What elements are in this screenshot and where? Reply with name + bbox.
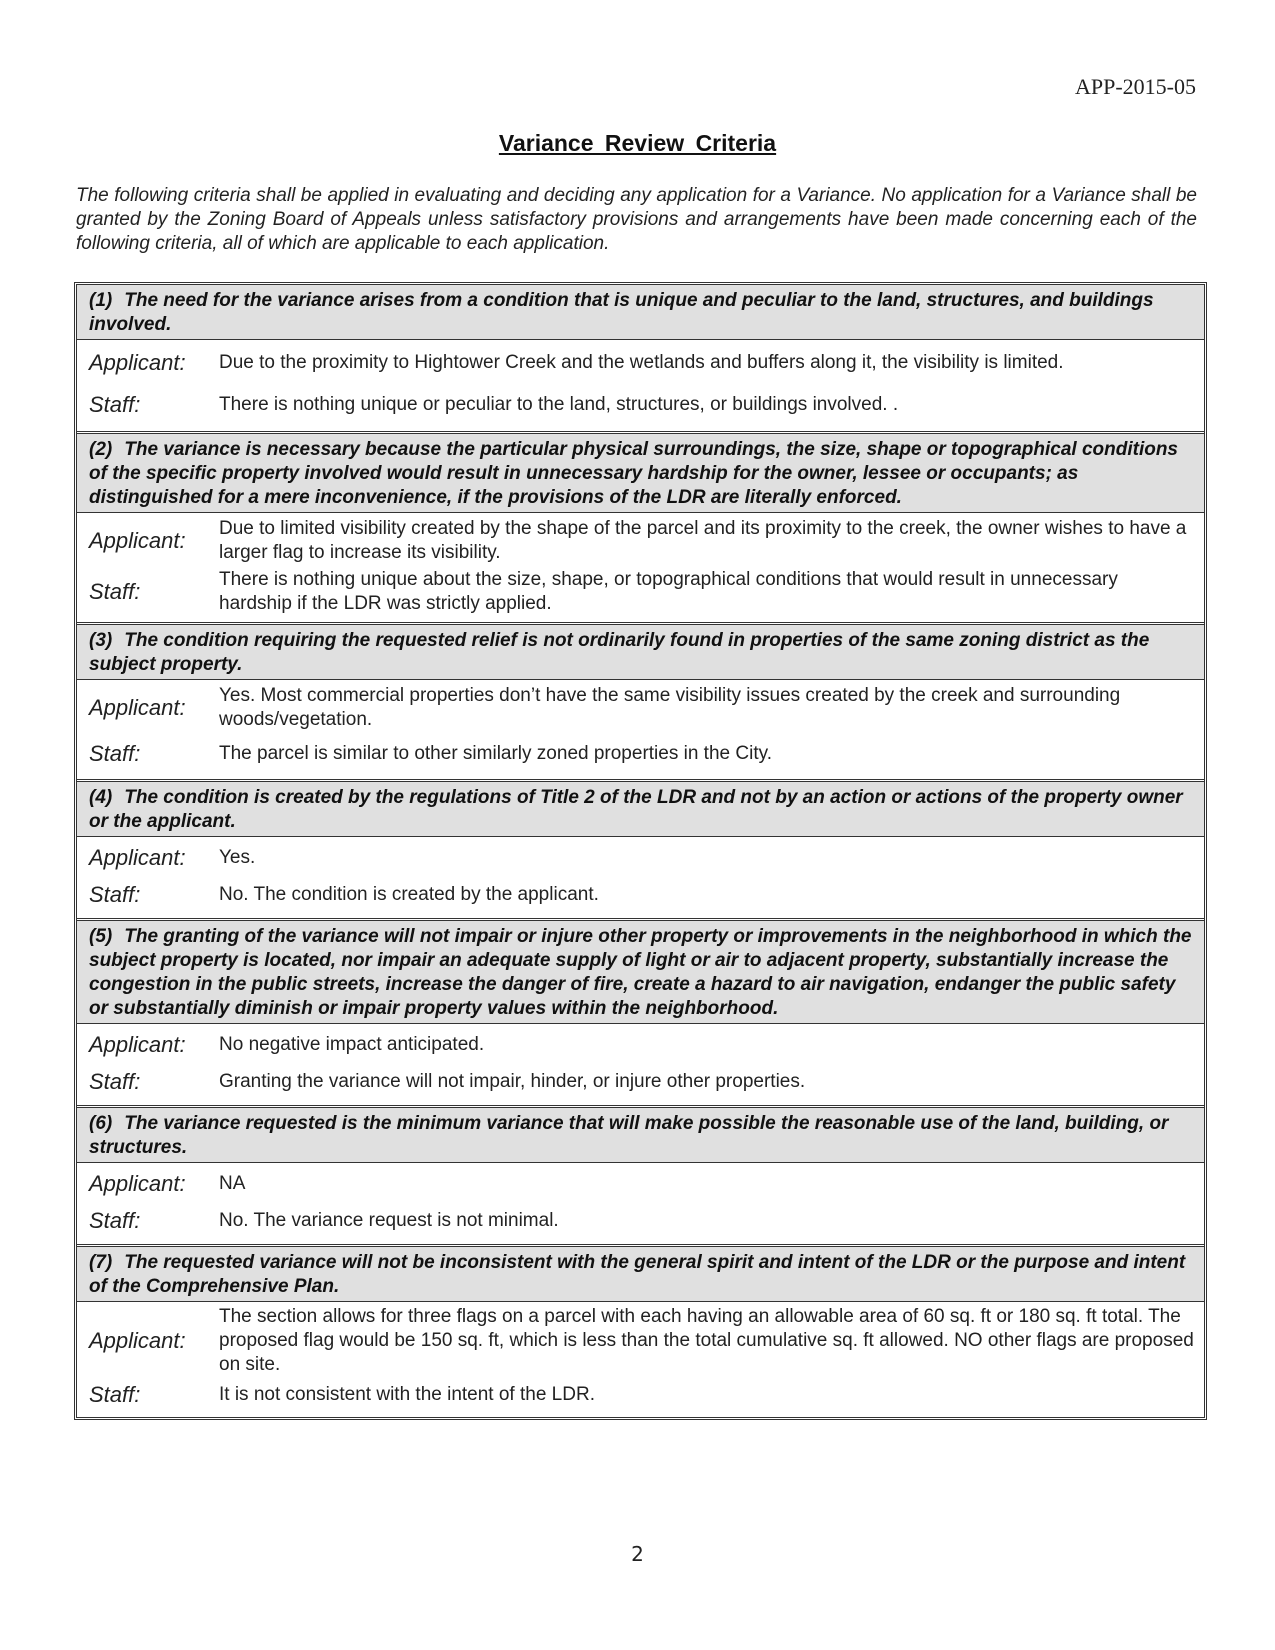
staff-label: Staff: xyxy=(89,741,141,766)
staff-row xyxy=(89,383,1194,427)
applicant-label: Applicant: xyxy=(89,1032,186,1057)
applicant-response: NA xyxy=(219,1173,246,1194)
staff-label: Staff: xyxy=(89,1382,141,1407)
staff-response: There is nothing unique or peculiar to the land, structures, or buildings involved. . xyxy=(219,394,899,415)
criterion-number: (7) xyxy=(89,1252,113,1273)
criterion-7-header xyxy=(77,1247,1204,1302)
staff-row xyxy=(89,1202,1194,1240)
applicant-row xyxy=(89,683,1194,733)
staff-row xyxy=(89,733,1194,775)
criterion-7-responses xyxy=(77,1302,1204,1417)
criterion-number: (3) xyxy=(89,630,113,651)
staff-row xyxy=(89,1377,1194,1413)
applicant-response: Yes. xyxy=(219,847,256,868)
criterion-text: The condition requiring the requested relief is not ordinarily found in properties of the same zoning district as the subject property. xyxy=(89,630,1150,675)
criterion-text: The condition is created by the regulations of Title 2 of the LDR and not by an action or actions of the property owner or the applicant. xyxy=(89,787,1183,832)
page-number: 2 xyxy=(631,1542,644,1566)
intro-paragraph: The following criteria shall be applied in evaluating and deciding any application for a Variance. No application for a Variance shall be granted by the Zoning Board of Appeals unless satisfactory provisions and arrangements have been made concerning each of the following criteria, all of which are applicable to each application. xyxy=(76,185,1197,254)
applicant-label: Applicant: xyxy=(89,845,186,870)
applicant-row xyxy=(89,1027,1194,1063)
staff-response: Granting the variance will not impair, hinder, or injure other properties. xyxy=(219,1071,806,1092)
staff-row xyxy=(89,1063,1194,1101)
staff-row xyxy=(89,566,1194,618)
staff-row xyxy=(89,876,1194,914)
applicant-label: Applicant: xyxy=(89,1328,186,1353)
criterion-3-header xyxy=(77,625,1204,680)
document-id: APP-2015-05 xyxy=(1074,74,1196,99)
criterion-1-header xyxy=(77,285,1204,340)
criterion-2-header xyxy=(77,434,1204,513)
staff-response: It is not consistent with the intent of the LDR. xyxy=(219,1384,595,1405)
staff-label: Staff: xyxy=(89,392,141,417)
criterion-number: (1) xyxy=(89,290,113,311)
criteria-table xyxy=(74,282,1207,1420)
applicant-response: The section allows for three flags on a parcel with each having an allowable area of 60 sq. ft or 180 sq. ft total. The proposed flag would be 150 sq. ft, which is less than the total cumulative sq. ft allowed. NO other flags are proposed on site. xyxy=(219,1306,1194,1375)
applicant-response: Due to limited visibility created by the shape of the parcel and its proximity to the creek, the owner wishes to have a larger flag to increase its visibility. xyxy=(219,518,1187,563)
criterion-text: The requested variance will not be inconsistent with the general spirit and intent of the LDR or the purpose and intent of the Comprehensive Plan. xyxy=(89,1252,1186,1297)
criterion-3-responses xyxy=(77,680,1204,782)
applicant-response: No negative impact anticipated. xyxy=(219,1034,485,1055)
staff-label: Staff: xyxy=(89,1069,141,1094)
applicant-response: Due to the proximity to Hightower Creek and the wetlands and buffers along it, the visibility is limited. xyxy=(219,352,1064,373)
staff-response: The parcel is similar to other similarly zoned properties in the City. xyxy=(219,743,772,764)
applicant-response: Yes. Most commercial properties don’t have the same visibility issues created by the creek and surrounding woods/vegetation. xyxy=(219,685,1121,730)
criterion-text: The variance requested is the minimum variance that will make possible the reasonable use of the land, building, or structures. xyxy=(89,1113,1169,1158)
staff-label: Staff: xyxy=(89,882,141,907)
staff-label: Staff: xyxy=(89,1208,141,1233)
criterion-2-responses xyxy=(77,513,1204,625)
criterion-5-header xyxy=(77,921,1204,1024)
applicant-row xyxy=(89,1166,1194,1202)
staff-response: No. The variance request is not minimal. xyxy=(219,1210,559,1231)
criterion-5-responses xyxy=(77,1024,1204,1108)
applicant-label: Applicant: xyxy=(89,528,186,553)
staff-response: There is nothing unique about the size, shape, or topographical conditions that would result in unnecessary hardship if the LDR was strictly applied. xyxy=(219,569,1118,614)
criterion-number: (5) xyxy=(89,926,113,947)
criterion-6-responses xyxy=(77,1163,1204,1247)
criterion-text: The variance is necessary because the particular physical surroundings, the size, shape or topographical conditions of the specific property involved would result in unnecessary hardship for the owner, lessee or occupants; as distinguished for a mere inconvenience, if the provisions of the LDR are literally enforced. xyxy=(89,439,1179,508)
applicant-row xyxy=(89,840,1194,876)
criterion-text: The granting of the variance will not impair or injure other property or improvements in the neighborhood in which the subject property is located, nor impair an adequate supply of light or air to adjacent property, substantially increase the congestion in the public streets, increase the danger of fire, create a hazard to air navigation, endanger the public safety or substantially diminish or impair property values within the neighborhood. xyxy=(89,926,1192,1019)
applicant-row xyxy=(89,516,1194,566)
criterion-4-responses xyxy=(77,837,1204,921)
criterion-number: (6) xyxy=(89,1113,113,1134)
criterion-number: (4) xyxy=(89,787,113,808)
applicant-row xyxy=(89,343,1194,383)
applicant-row xyxy=(89,1305,1194,1377)
criterion-number: (2) xyxy=(89,439,113,460)
applicant-label: Applicant: xyxy=(89,695,186,720)
staff-label: Staff: xyxy=(89,579,141,604)
applicant-label: Applicant: xyxy=(89,1171,186,1196)
criterion-6-header xyxy=(77,1108,1204,1163)
criterion-1-responses xyxy=(77,340,1204,434)
applicant-label: Applicant: xyxy=(89,350,186,375)
staff-response: No. The condition is created by the applicant. xyxy=(219,884,599,905)
page-title: Variance Review Criteria xyxy=(498,130,777,156)
criterion-text: The need for the variance arises from a condition that is unique and peculiar to the land, structures, and buildings involved. xyxy=(89,290,1154,335)
criterion-4-header xyxy=(77,782,1204,837)
